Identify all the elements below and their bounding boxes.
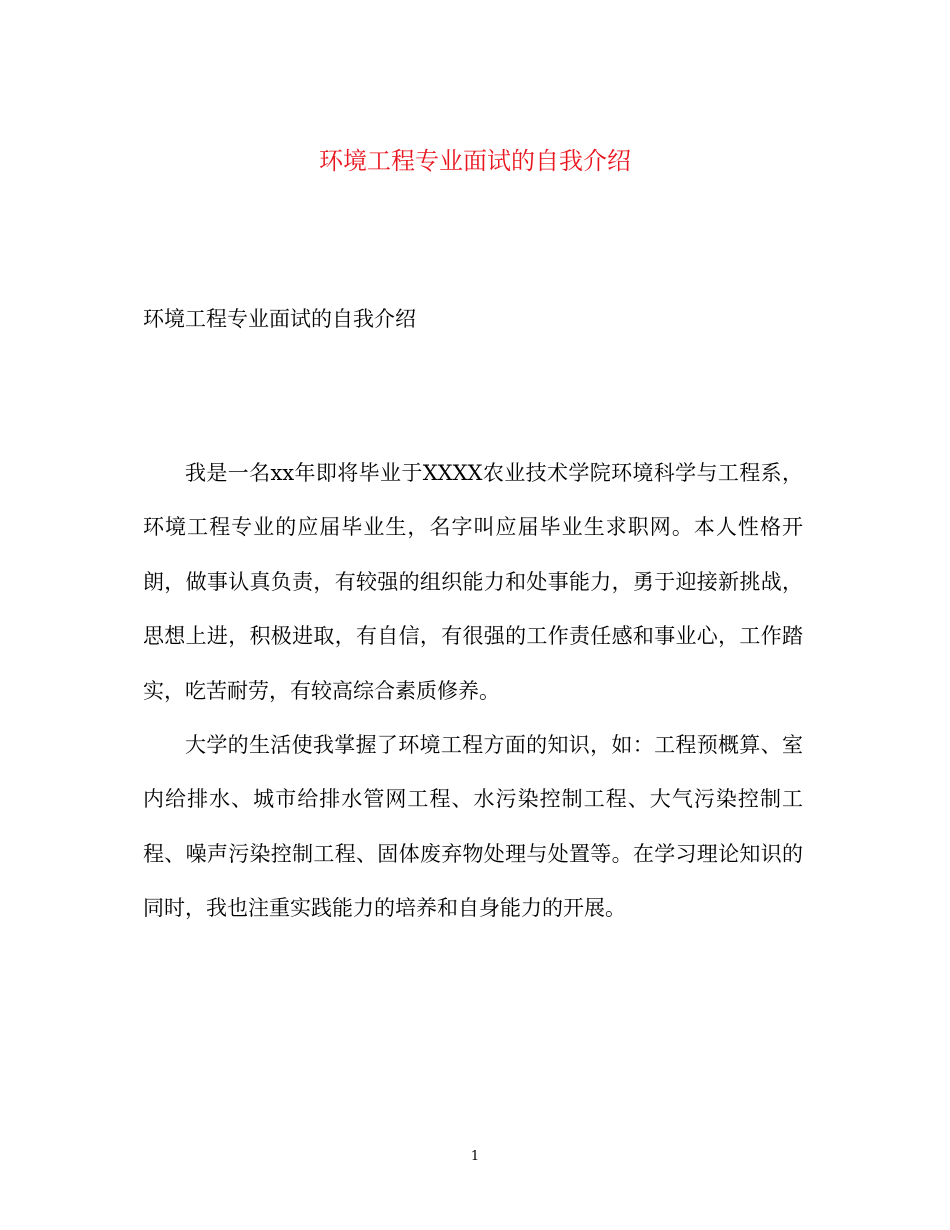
document-title: 环境工程专业面试的自我介绍 [319, 147, 631, 175]
paragraph-knowledge: 大学的生活使我掌握了环境工程方面的知识，如：工程预概算、室内给排水、城市给排水管网工程、水污染控制工程、大气污染控制工程、噪声污染控制工程、固体废弃物处理与处置等。在学习理论知识的同时，我也注重实践能力的培养和自身能力的开展。 [143, 733, 803, 921]
document-body [143, 446, 803, 936]
paragraph-introduction: 我是一名xx年即将毕业于XXXX农业技术学院环境科学与工程系，环境工程专业的应届毕业生，名字叫应届毕业生求职网。本人性格开朗，做事认真负责，有较强的组织能力和处事能力，勇于迎接新挑战，思想上进，积极进取，有自信，有很强的工作责任感和事业心，工作踏实，吃苦耐劳，有较高综合素质修养。 [143, 461, 803, 703]
document-subtitle: 环境工程专业面试的自我介绍 [143, 307, 416, 331]
page-number: 1 [470, 1149, 480, 1164]
